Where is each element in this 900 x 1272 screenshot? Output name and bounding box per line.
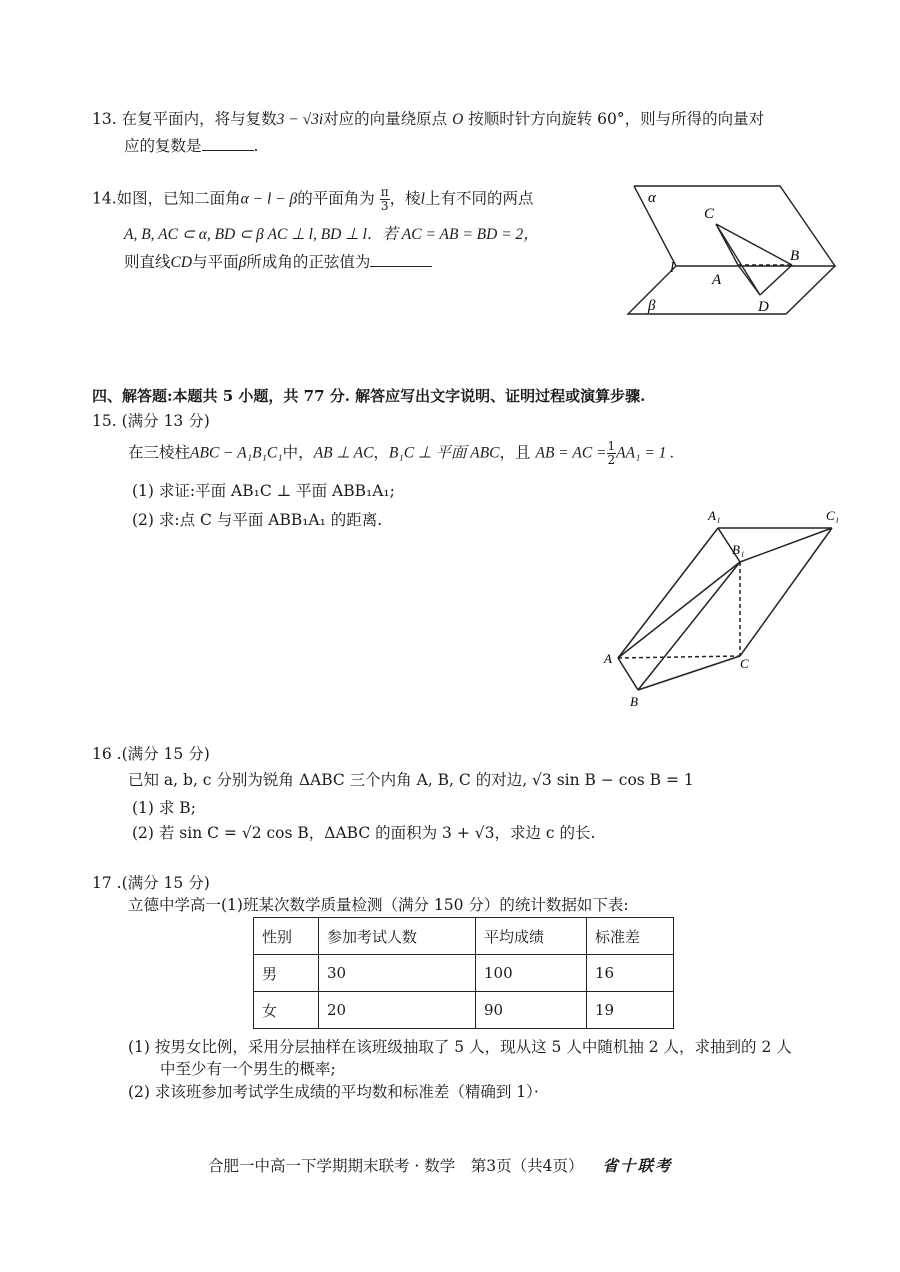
- q14-answer-blank[interactable]: [370, 252, 432, 267]
- edge-c1c: [740, 528, 832, 656]
- q17-stem: 立德中学高一(1)班某次数学质量检测（满分 150 分）的统计数据如下表:: [128, 896, 629, 914]
- table-header-cell: 参加考试人数: [319, 918, 476, 955]
- table-row: [254, 955, 674, 992]
- q17-stats-table: [253, 917, 674, 1029]
- label-alpha: α: [648, 190, 656, 206]
- table-cell: 19: [587, 992, 674, 1029]
- q16-part1: (1) 求 B;: [132, 799, 196, 817]
- table-header-cell: 平均成绩: [476, 918, 587, 955]
- table-header-row: [254, 918, 674, 955]
- edge-ab: [618, 658, 638, 690]
- q14-number: 14.: [92, 189, 117, 208]
- segment-cd: [716, 224, 760, 295]
- q17-part2: (2) 求该班参加考试学生成绩的平均数和标准差（精确到 1）·: [128, 1083, 539, 1101]
- q14-text-line3b: 与平面: [192, 253, 239, 271]
- edge-b1b: [638, 562, 740, 690]
- q15-text-c: ，且: [499, 443, 531, 462]
- label-l: l: [670, 260, 675, 276]
- q13-line2: [124, 135, 258, 157]
- q15-text-a: 在三棱柱: [128, 443, 191, 462]
- edge-b1c1: [740, 528, 832, 562]
- q15-fraction: [607, 440, 617, 467]
- q14-line1: [92, 186, 533, 213]
- q14-edge: l: [420, 190, 425, 208]
- q14-text-a: 如图，已知二面角: [116, 189, 241, 208]
- q15-cond1: AB ⊥ AC: [313, 444, 374, 462]
- q15-part2: (2) 求:点 C 与平面 ABB₁A₁ 的距离.: [132, 511, 383, 529]
- label-b1: B₁: [732, 542, 745, 557]
- q14-line2: A, B, AC ⊂ α, BD ⊂ β AC ⊥ l, BD ⊥ l．若 AC = AB = BD = 2，: [124, 226, 539, 243]
- q13-complex: 3 − √3i: [276, 111, 324, 128]
- table-cell: 女: [254, 992, 319, 1029]
- plane-beta-outline: [628, 266, 835, 314]
- q17-header: [92, 872, 210, 894]
- label-b: B: [790, 248, 800, 264]
- table-cell: 20: [319, 992, 476, 1029]
- q13-number: 13.: [92, 110, 117, 128]
- label-b-vertex: B: [630, 694, 638, 709]
- label-c: C: [704, 206, 715, 222]
- q14-cd: CD: [170, 254, 193, 271]
- label-a: A: [712, 272, 722, 288]
- q14-text-line3a: 则直线: [124, 253, 171, 271]
- edge-a1a: [618, 528, 718, 658]
- q15-prism: ABC − A₁B₁C₁: [190, 444, 283, 462]
- q15-frac-den: 2: [607, 453, 616, 467]
- q15-part1: (1) 求证:平面 AB₁C ⊥ 平面 ABB₁A₁;: [132, 482, 395, 500]
- q14-line3: [124, 251, 432, 274]
- label-beta: β: [648, 298, 656, 314]
- q14-text-c: ，棱: [389, 189, 421, 208]
- q17-part1-line1: (1) 按男女比例，采用分层抽样在该班级抽取了 5 人，现从这 5 人中随机抽 2 人，求抽到的 2 人: [128, 1038, 792, 1056]
- q13-answer-blank[interactable]: [202, 136, 254, 151]
- q16-part2: (2) 若 sin C = √2 cos B，ΔABC 的面积为 3 + √3，求边 c 的长.: [132, 824, 596, 842]
- footer-text: 合肥一中高一下学期期末联考 · 数学 第3页（共4页）: [208, 1157, 584, 1175]
- q16-score: (满分 15 分): [121, 745, 210, 763]
- q14-beta: β: [238, 254, 247, 271]
- table-cell: 30: [319, 955, 476, 992]
- q17-score: (满分 15 分): [121, 874, 210, 892]
- q13-period: .: [253, 137, 259, 155]
- page-footer: [208, 1154, 672, 1176]
- label-a-vertex: A: [604, 651, 612, 666]
- q13-origin: O: [452, 111, 464, 128]
- q14-text-line3c: 所成角的正弦值为: [246, 253, 371, 271]
- table-cell: 90: [476, 992, 587, 1029]
- q15-score: (满分 13 分): [121, 412, 210, 430]
- section4-title: 四、解答题:本题共 5 小题，共 77 分. 解答应写出文字说明、证明过程或演算步骤.: [92, 387, 646, 405]
- q14-dihedral-figure: [620, 178, 845, 323]
- q14-angle: α − l − β: [240, 190, 298, 208]
- edge-bc: [638, 656, 740, 690]
- q15-cond3: AB = AC =: [535, 444, 607, 462]
- q14-fraction: [380, 186, 390, 213]
- table-row: [254, 992, 674, 1029]
- q14-frac-den: 3: [380, 199, 389, 213]
- q16-stem: 已知 a, b, c 分别为锐角 ΔABC 三个内角 A, B, C 的对边, √3 sin B − cos B = 1: [128, 771, 694, 789]
- q15-cond2: B₁C ⊥ 平面 ABC: [388, 444, 500, 462]
- table-header-cell: 性别: [254, 918, 319, 955]
- q15-sep: ，: [373, 443, 389, 462]
- footer-brand: 省十联考: [602, 1156, 673, 1175]
- label-c-vertex: C: [740, 656, 749, 671]
- label-d: D: [758, 299, 769, 315]
- q15-stem: [128, 440, 674, 467]
- table-cell: 100: [476, 955, 587, 992]
- label-c1: C₁: [826, 508, 840, 523]
- q17-part1-line2: 中至少有一个男生的概率;: [160, 1060, 336, 1078]
- q15-text-b: 中，: [282, 443, 314, 462]
- q17-number: 17 .: [92, 874, 122, 892]
- q13-text-line2: 应的复数是: [124, 137, 202, 155]
- q14-text-d: 上有不同的两点: [424, 189, 534, 208]
- edge-ac-dashed: [618, 656, 740, 658]
- q15-header: [92, 410, 210, 432]
- q15-frac-num: 1: [607, 439, 616, 453]
- q16-number: 16 .: [92, 745, 122, 763]
- q13-text-c: 按顺时针方向旋转 60°，则与所得的向量对: [468, 110, 765, 128]
- table-header-cell: 标准差: [587, 918, 674, 955]
- q14-frac-num: π: [380, 185, 389, 199]
- q15-number: 15.: [92, 412, 117, 430]
- q16-header: [92, 743, 210, 765]
- q13-text-b: 对应的向量绕原点: [323, 110, 448, 128]
- table-cell: 男: [254, 955, 319, 992]
- label-a1: A₁: [708, 508, 721, 523]
- segment-bd: [760, 265, 792, 295]
- edge-ab1: [618, 562, 740, 658]
- q15-prism-figure: [600, 500, 845, 715]
- q13-line1: [92, 108, 764, 131]
- q15-cond3-end: AA₁ = 1 .: [616, 444, 675, 462]
- q14-text-b: 的平面角为: [297, 189, 375, 208]
- segment-ad: [738, 265, 760, 295]
- table-cell: 16: [587, 955, 674, 992]
- q13-text-a: 在复平面内，将与复数: [121, 110, 277, 128]
